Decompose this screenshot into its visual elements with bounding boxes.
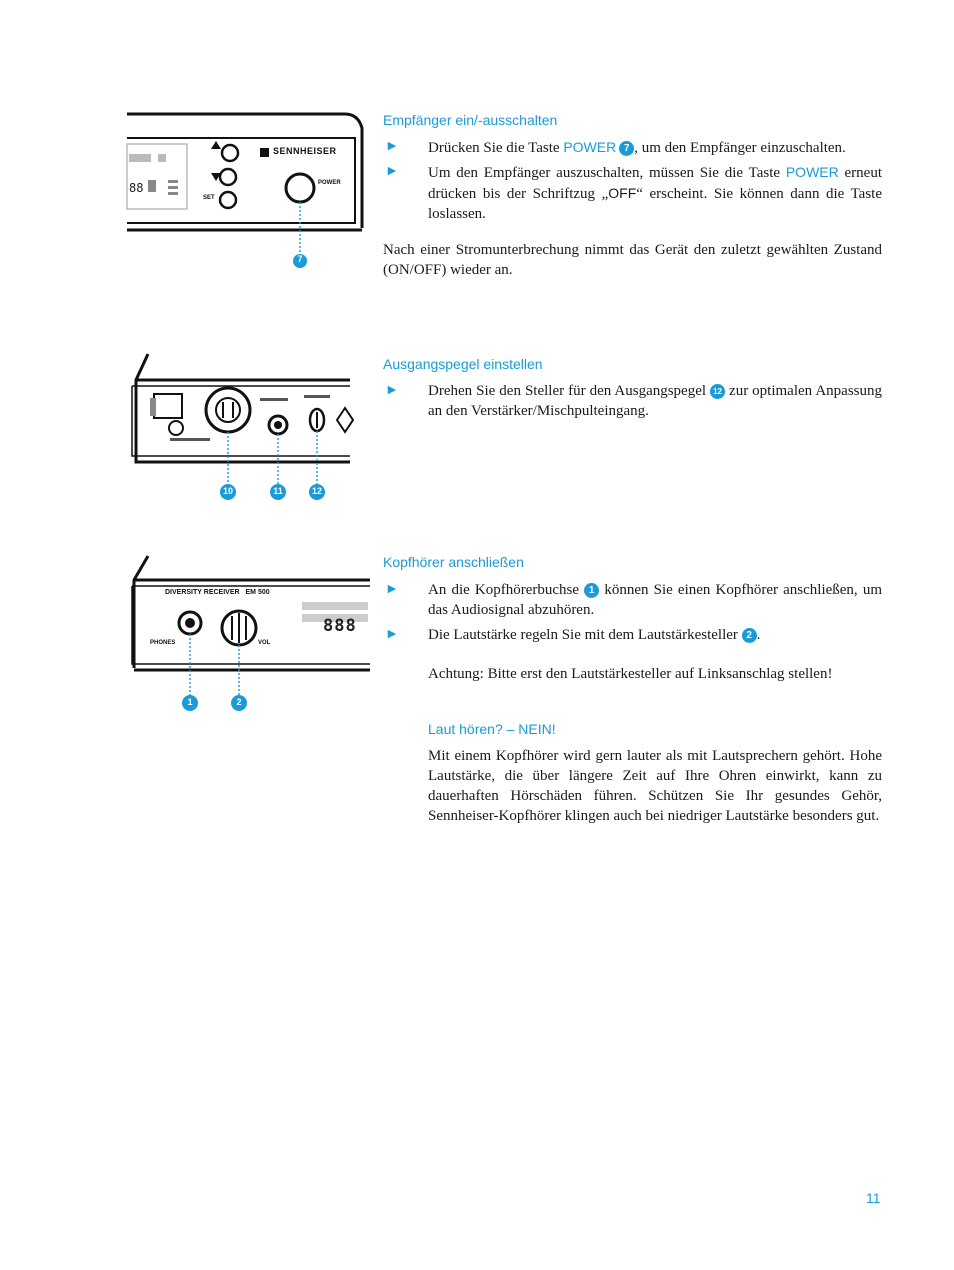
section-heading-output-level: Ausgangspegel einstellen	[383, 356, 543, 372]
bullet-arrow-icon: ►	[385, 627, 399, 642]
bullet-text	[428, 580, 882, 620]
subheading-loud-listening: Laut hören? – NEIN!	[428, 721, 556, 737]
bullet-arrow-icon: ►	[385, 582, 399, 597]
text-run: An die Kopfhörerbuchse	[428, 582, 585, 598]
callout-number-1: 1	[584, 583, 599, 598]
paragraph-power-restore: Nach einer Stromunterbrechung nimmt das Gerät den zuletzt gewählten Zustand (ON/OFF) wieder an.	[383, 242, 882, 278]
figure-receiver-front-power	[120, 108, 375, 273]
text-run: .	[756, 627, 761, 643]
list-item	[383, 580, 882, 620]
text-run: “ erscheint. Sie können dann die Taste loslassen.	[428, 186, 883, 222]
figure-3-model-text: EM 500	[245, 589, 270, 596]
callout-number-7: 7	[619, 141, 634, 156]
list-item	[383, 137, 882, 157]
text-run: Um den Empfänger auszuschalten, müssen Sie die Taste	[428, 165, 786, 181]
svg-text:88: 88	[129, 181, 144, 195]
list-item	[383, 625, 882, 645]
bullet-arrow-icon: ►	[385, 164, 399, 179]
text-run: zur optimalen Anpassung an den Verstärker/Mischpulteingang.	[428, 383, 882, 419]
bullet-arrow-icon: ►	[385, 139, 399, 154]
bullet-text	[428, 162, 882, 224]
bullet-text	[428, 137, 882, 158]
figure-1-power-label: POWER	[318, 180, 341, 186]
figure-2-callout-12: 12	[311, 486, 322, 496]
figure-3-callout-1: 1	[187, 697, 193, 707]
section-heading-power: Empfänger ein/-ausschalten	[383, 112, 558, 128]
keyword-off: OFF	[608, 185, 637, 201]
list-item	[383, 381, 882, 421]
warning-note: Achtung: Bitte erst den Lautstärkesteller auf Linksanschlag stellen!	[428, 666, 833, 682]
text-run: , um den Empfänger einzuschalten.	[634, 140, 846, 156]
text-run: können Sie einen Kopfhörer anschließen, um das Audiosignal abzuhören.	[428, 582, 882, 618]
page-number: 11	[866, 1190, 881, 1206]
text-run: Drehen Sie den Steller für den Ausgangspegel	[428, 383, 711, 399]
figure-1-callout-7: 7	[297, 254, 303, 264]
figure-3-title	[165, 589, 270, 596]
callout-number-12: 12	[710, 384, 725, 399]
text-run: erneut drücken bis der Schriftzug „	[428, 165, 883, 202]
bullet-arrow-icon: ►	[385, 383, 399, 398]
figure-2-callout-10: 10	[222, 486, 233, 496]
figure-3-display: 888	[323, 616, 357, 636]
text-run: Drücken Sie die Taste	[428, 140, 564, 156]
figure-2-callout-11: 11	[273, 486, 283, 496]
keyword-power: POWER	[563, 139, 617, 155]
figure-1-set-label: SET	[203, 195, 215, 201]
figure-3-vol-label: VOL	[258, 640, 271, 646]
figure-3-title-text: DIVERSITY RECEIVER	[165, 589, 240, 596]
figure-1-brand: SENNHEISER	[273, 146, 337, 156]
keyword-power: POWER	[785, 164, 839, 180]
text-run: Die Lautstärke regeln Sie mit dem Lautstärkesteller	[428, 627, 742, 643]
section-heading-headphones: Kopfhörer anschließen	[383, 554, 524, 570]
bullet-text	[428, 381, 882, 421]
paragraph-hearing-safety: Mit einem Kopfhörer wird gern lauter als mit Lautsprechern gehört. Hohe Lautstärke, die über längere Zeit auf Ihre Ohren einwirkt, kann zu dauerhaften Hörschäden führen. Schützen Sie Ihr gesundes Gehör, Sennheiser-Kopfhörer klingen auch bei niedriger Lautstärke besonders gut.	[428, 748, 882, 824]
bullet-text	[428, 625, 882, 645]
list-item	[383, 162, 882, 222]
figure-3-callout-2: 2	[236, 697, 242, 707]
callout-number-2: 2	[742, 628, 757, 643]
figure-3-phones-label: PHONES	[150, 640, 176, 646]
